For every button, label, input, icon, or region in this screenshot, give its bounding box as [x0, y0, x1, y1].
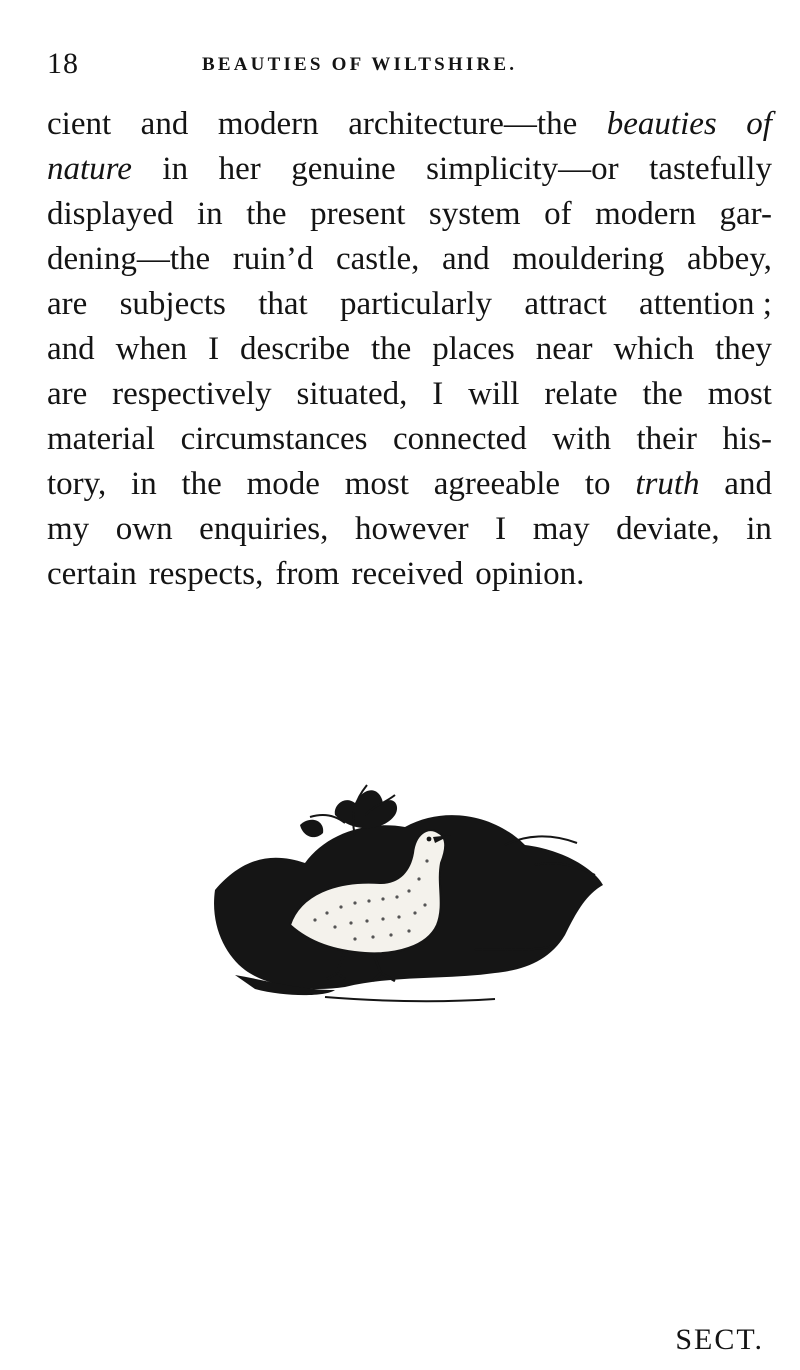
- word: cient: [47, 106, 112, 142]
- running-head: BEAUTIES OF WILTSHIRE.: [202, 54, 518, 75]
- text-line: [47, 282, 772, 327]
- word: castle,: [336, 241, 420, 277]
- text-line: [47, 192, 772, 237]
- word: own: [115, 511, 173, 547]
- word: I: [495, 511, 507, 547]
- word: in: [131, 466, 157, 502]
- word: and: [442, 241, 490, 277]
- word: and: [724, 466, 772, 502]
- word: mouldering: [512, 241, 665, 277]
- text-line: [47, 372, 772, 417]
- word: subjects: [119, 286, 226, 322]
- word: the: [246, 196, 287, 232]
- word: respectively: [112, 376, 272, 412]
- page-number: 18: [47, 47, 79, 80]
- word: the: [181, 466, 222, 502]
- word: to: [584, 466, 611, 502]
- word: will: [468, 376, 520, 412]
- word: modern: [595, 196, 696, 232]
- word: describe: [240, 331, 350, 367]
- word: particularly: [339, 286, 493, 322]
- word: from: [275, 556, 340, 592]
- word: I: [208, 331, 220, 367]
- word: places: [432, 331, 515, 367]
- text-line: [47, 417, 772, 462]
- word: when: [115, 331, 188, 367]
- word: nature: [47, 151, 132, 187]
- word: in: [197, 196, 223, 232]
- word: material: [47, 421, 156, 457]
- word: in: [162, 151, 189, 187]
- word: beauties: [606, 106, 717, 142]
- page-header: [47, 46, 772, 82]
- word: circumstances: [180, 421, 368, 457]
- text-line: [47, 507, 772, 552]
- text-line: [47, 237, 772, 282]
- word: are: [47, 286, 88, 322]
- word: simplicity—or: [426, 151, 619, 187]
- word: her: [218, 151, 261, 187]
- word: their: [636, 421, 697, 457]
- word: displayed: [47, 196, 174, 232]
- word: are: [47, 376, 88, 412]
- body-text: [47, 102, 772, 597]
- word: certain: [47, 556, 137, 592]
- word: I: [432, 376, 444, 412]
- word: that: [258, 286, 308, 322]
- word: system: [428, 196, 521, 232]
- word: opinion.: [475, 556, 585, 592]
- word: most: [707, 376, 772, 412]
- word: truth: [635, 466, 700, 502]
- word: his-: [722, 421, 772, 457]
- text-line: [47, 462, 772, 507]
- word: received: [351, 556, 464, 592]
- text-line: [47, 102, 772, 147]
- word: ruin’d: [232, 241, 314, 277]
- word: and: [47, 331, 95, 367]
- word: gar-: [719, 196, 772, 232]
- word: enquiries,: [199, 511, 329, 547]
- word: tory,: [47, 466, 107, 502]
- word: near: [535, 331, 593, 367]
- word: they: [715, 331, 772, 367]
- word: however: [354, 511, 469, 547]
- word: relate: [544, 376, 618, 412]
- text-line: [47, 147, 772, 192]
- bird-woodcut-vignette-icon: [205, 775, 605, 1015]
- text-line: [47, 327, 772, 372]
- word: the: [370, 331, 412, 367]
- word: which: [613, 331, 695, 367]
- catchword: SECT.: [675, 1323, 764, 1356]
- word: abbey,: [687, 241, 772, 277]
- word: connected: [393, 421, 527, 457]
- word: of: [544, 196, 572, 232]
- word: respects,: [148, 556, 264, 592]
- word: modern: [217, 106, 319, 142]
- word: present: [310, 196, 406, 232]
- word: and: [140, 106, 189, 142]
- word: the: [642, 376, 683, 412]
- word: with: [552, 421, 611, 457]
- word: architecture—the: [348, 106, 578, 142]
- word: my: [47, 511, 90, 547]
- word: attract: [524, 286, 607, 322]
- word: genuine: [291, 151, 396, 187]
- word: agreeable: [433, 466, 561, 502]
- word: dening—the: [47, 241, 211, 277]
- text-line: [47, 552, 772, 597]
- word: of: [746, 106, 772, 142]
- word: tastefully: [649, 151, 772, 187]
- word: deviate,: [616, 511, 720, 547]
- word: mode: [246, 466, 320, 502]
- word: most: [344, 466, 409, 502]
- word: situated,: [296, 376, 408, 412]
- word: attention ;: [639, 286, 772, 322]
- word: may: [532, 511, 590, 547]
- word: in: [746, 511, 772, 547]
